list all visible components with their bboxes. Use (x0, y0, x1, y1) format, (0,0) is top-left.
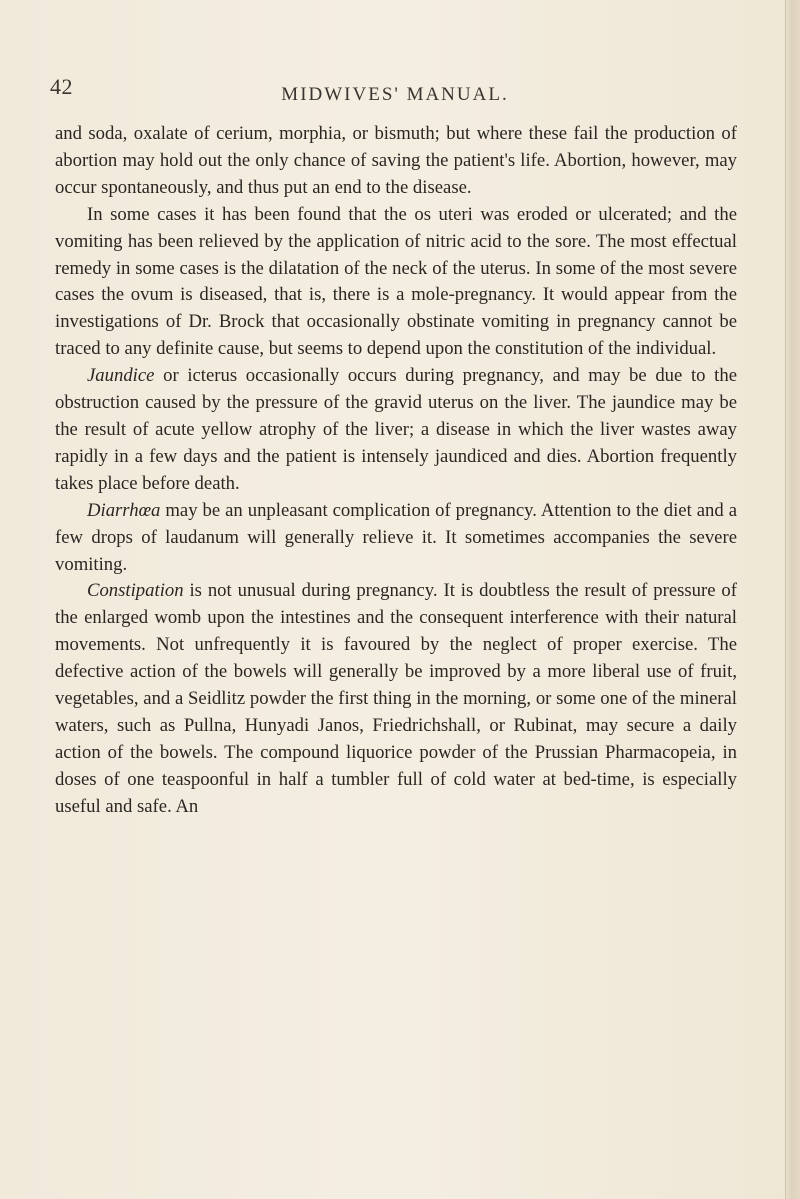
paragraph-diarrhoea (55, 498, 737, 579)
paragraph-1 (55, 121, 737, 202)
running-head: MIDWIVES' MANUAL. (281, 84, 509, 105)
paragraph-text: may be an unpleasant complication of pregnancy. Attention to the diet and a few drops of laudanum will generally relieve it. It sometimes accompanies the severe vomiting. (55, 499, 737, 575)
paragraph-text: is not unusual during pregnancy. It is doubtless the result of pressure of the enlarged womb upon the intestines and the consequent interference with their natural movements. Not unfrequently it is favoured by the neglect of proper exercise. The defective action of the bowels will generally be improved by a more liberal use of fruit, vegetables, and a Seidlitz powder the first thing in the morning, or some one of the mineral waters, such as Pullna, Hunyadi Janos, Friedrichshall, or Rubinat, may secure a daily action of the bowels. The compound liquorice powder of the Prussian Pharmacopeia, in doses of one teaspoonful in half a tumbler full of cold water at bed-time, is especially useful and safe. An (55, 580, 737, 817)
page-edge (785, 0, 800, 1199)
paragraph-2 (55, 202, 737, 363)
paragraph-jaundice (55, 363, 737, 498)
page-number: 42 (50, 74, 73, 99)
paragraph-lead-term: Jaundice (87, 365, 155, 387)
paragraph-text: In some cases it has been found that the os uteri was eroded or ulcerated; and the vomiting has been relieved by the application of nitric acid to the sore. The most effectual remedy in some cases is the dilatation of the neck of the uterus. In some of the most severe cases the ovum is diseased, that is, there is a mole-pregnancy. It would appear from the investigations of Dr. Brock that occasionally obstinate vomiting in pregnancy cannot be traced to any definite cause, but seems to depend upon the constitution of the individual. (55, 203, 737, 360)
paragraph-text: and soda, oxalate of cerium, morphia, or bismuth; but where these fail the production of abortion may hold out the only chance of saving the patient's life. Abortion, however, may occur spontaneously, and thus put an end to the disease. (55, 123, 737, 198)
paragraph-lead-term: Constipation (87, 580, 184, 602)
paragraph-constipation (55, 578, 737, 820)
paragraph-lead-term: Diarrhœa (87, 499, 161, 521)
body-text (55, 121, 737, 821)
paragraph-text: or icterus occasionally occurs during pregnancy, and may be due to the obstruction caused by the pressure of the gravid uterus on the liver. The jaundice may be the result of acute yellow atrophy of the liver; a disease in which the liver wastes away rapidly in a few days and the patient is intensely jaundiced and dies. Abortion frequently takes place before death. (55, 365, 737, 494)
